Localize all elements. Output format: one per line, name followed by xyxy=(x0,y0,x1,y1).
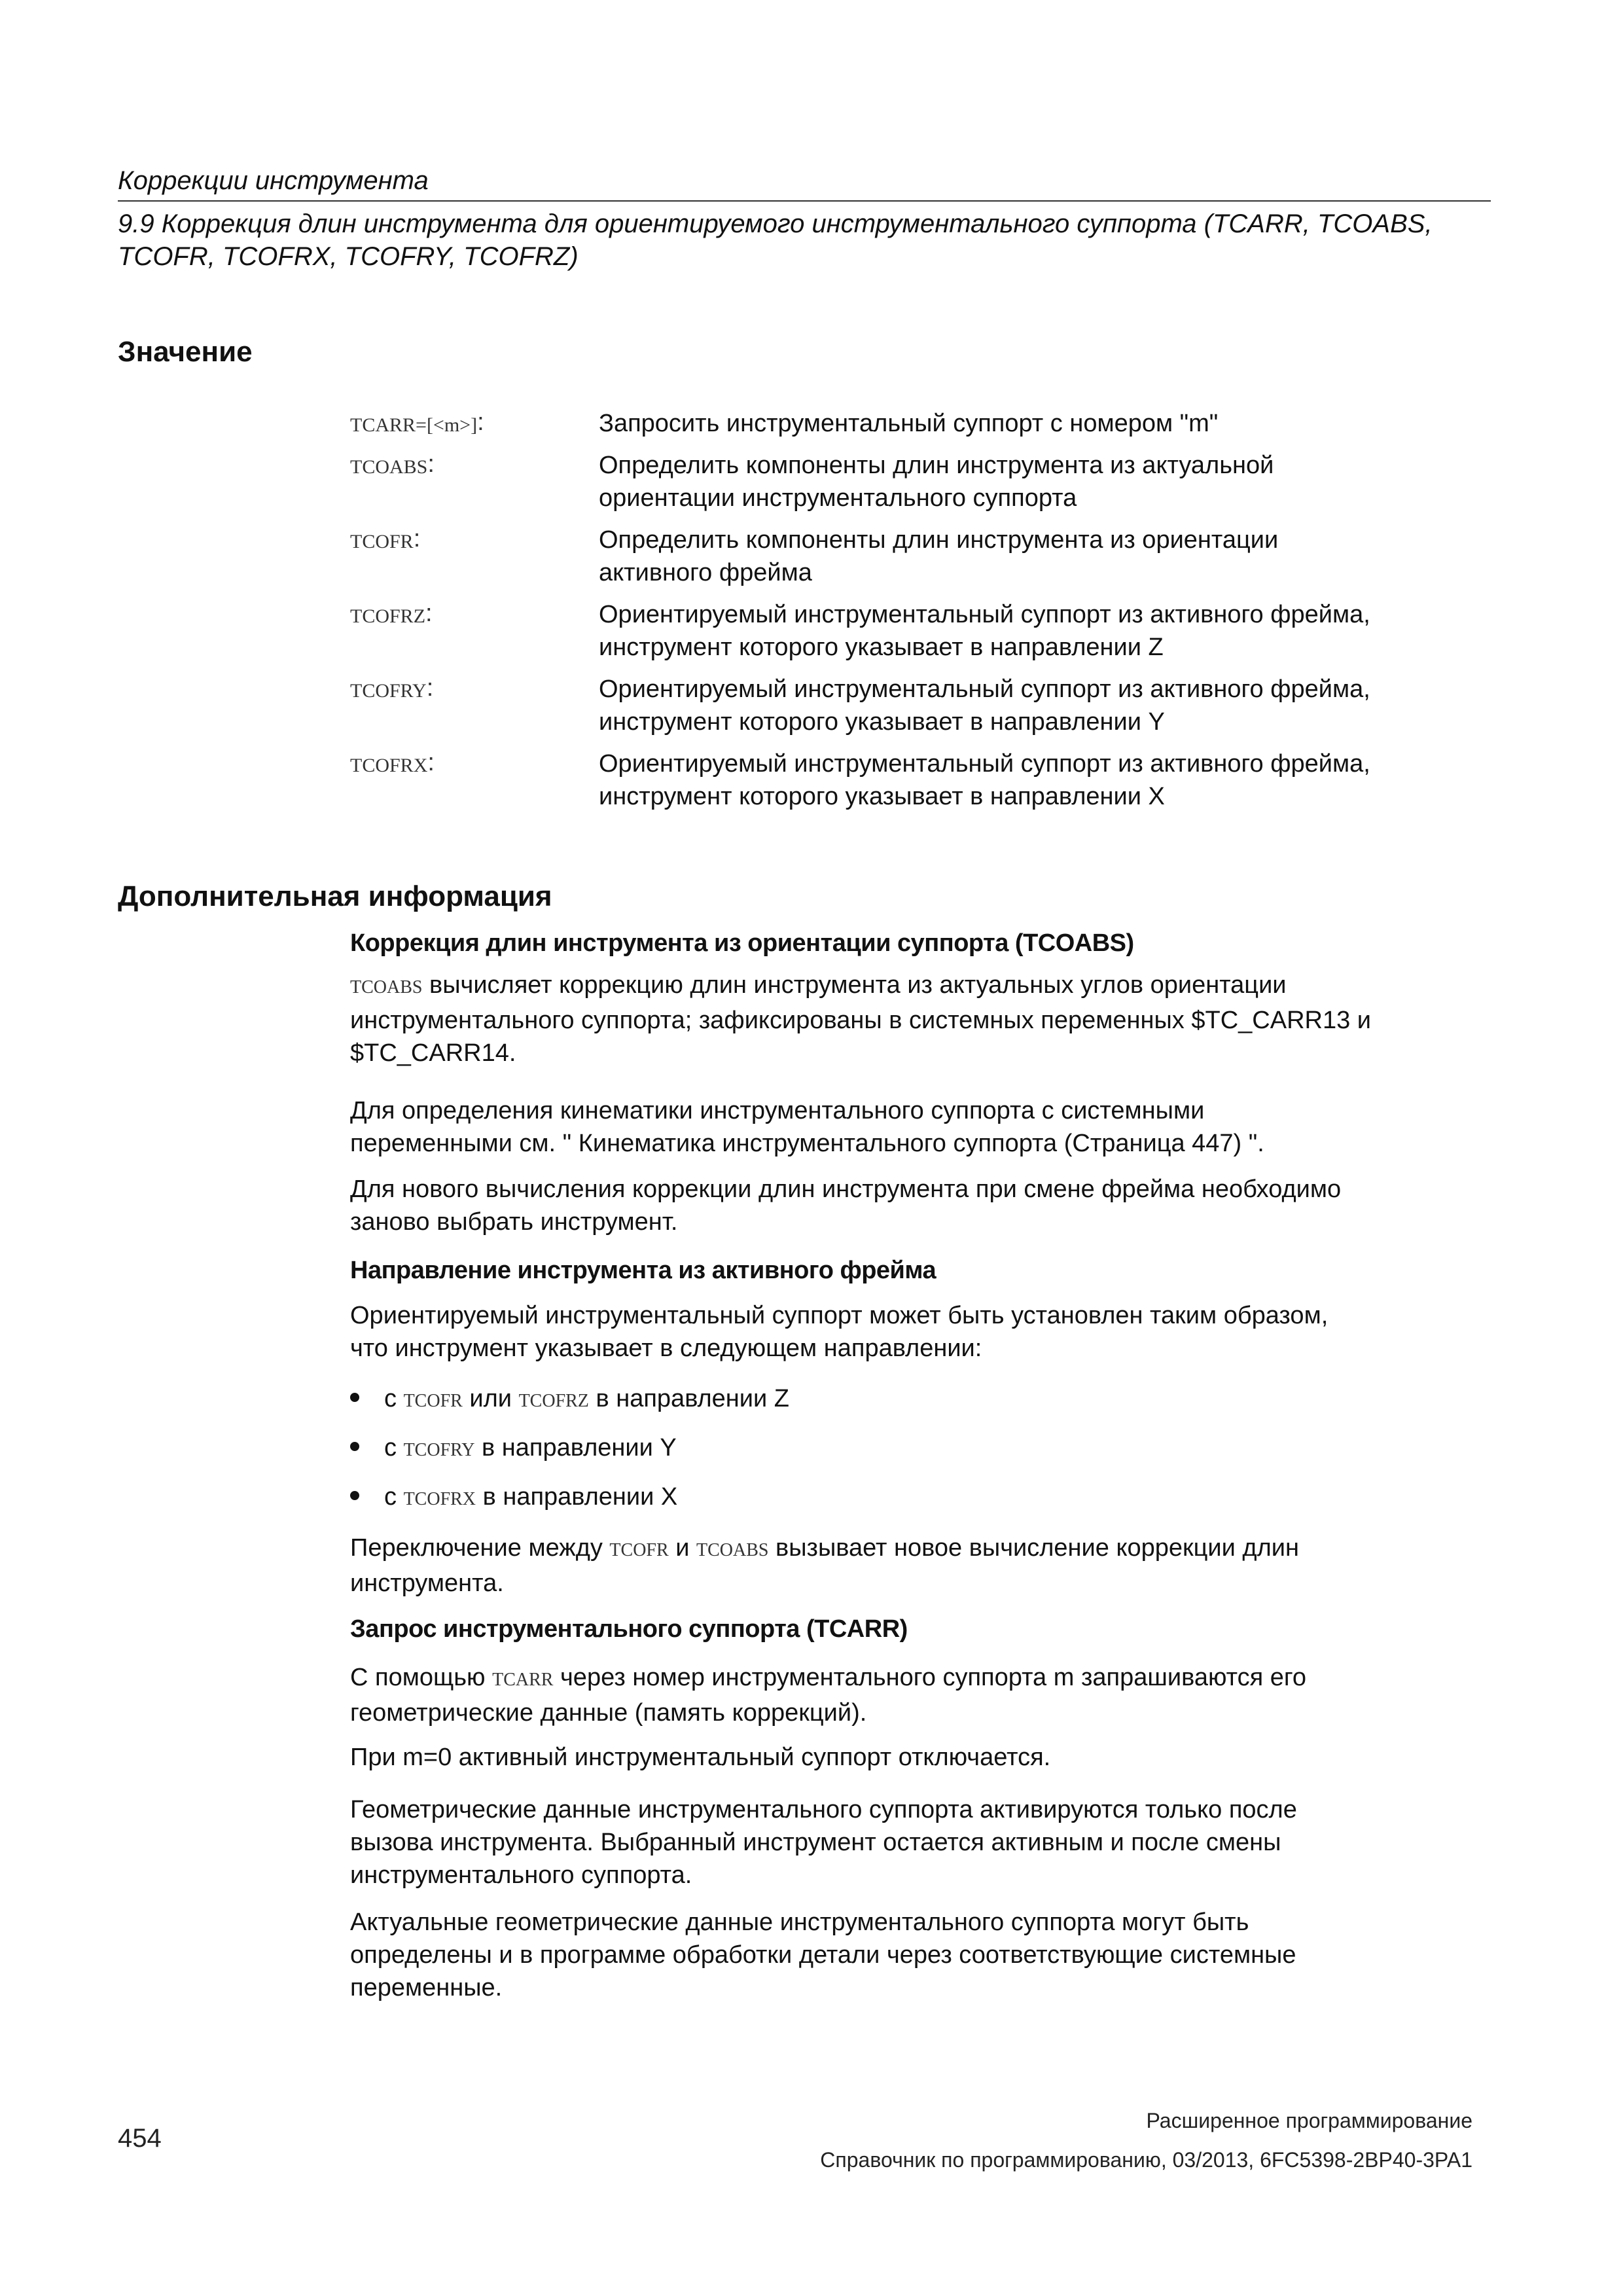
bullet-icon xyxy=(350,1491,359,1500)
tcarr-paragraph-1: С помощью TCARR через номер инструментального суппорта m запрашиваются его геометрические данные (память коррекций). xyxy=(350,1664,1307,1727)
tcarr-paragraph-3: Геометрические данные инструментального суппорта активируются только после вызова инструмента. Выбранный инструмент остается активным и после смены инструментального суппорта. xyxy=(350,1796,1297,1889)
meaning-desc: Запросить инструментальный суппорт с номером "m" xyxy=(599,410,1219,437)
meaning-desc: Ориентируемый инструментальный суппорт из активного фрейма, инструмент которого указывает в направлении Y xyxy=(599,675,1370,736)
section-header-line-1: 9.9 Коррекция длин инструмента для ориентируемого инструментального суппорта (TCARR, TCOABS, xyxy=(118,209,1433,238)
direction-paragraph-1: Ориентируемый инструментальный суппорт может быть установлен таким образом, что инструмент указывает в следующем направлении: xyxy=(350,1302,1329,1362)
meaning-desc: Ориентируемый инструментальный суппорт из активного фрейма, инструмент которого указывает в направлении X xyxy=(599,750,1370,810)
tcoabs-subheading: Коррекция длин инструмента из ориентации суппорта (TCOABS) xyxy=(350,929,1134,957)
chapter-header: Коррекции инструмента xyxy=(118,166,429,195)
meaning-term: TCOFRZ: xyxy=(350,600,433,627)
meaning-desc: Определить компоненты длин инструмента из ориентации активного фрейма xyxy=(599,526,1279,586)
meaning-term: TCOFRY: xyxy=(350,674,434,702)
tcoabs-paragraph-2: Для определения кинематики инструментального суппорта с системными переменными см. " Кинематика инструментального суппорта (Страница 447) ". xyxy=(350,1097,1264,1157)
section-header-line-2: TCOFR, TCOFRX, TCOFRY, TCOFRZ) xyxy=(118,242,579,271)
tcoabs-paragraph-1: TCOABS вычисляет коррекцию длин инструмента из актуальных углов ориентации инструментального суппорта; зафиксированы в системных переменных $TC_CARR13 и $TC_CARR14. xyxy=(350,971,1372,1067)
additional-heading: Дополнительная информация xyxy=(118,880,552,912)
direction-subheading: Направление инструмента из активного фрейма xyxy=(350,1257,936,1284)
tcarr-subheading: Запрос инструментального суппорта (TCARR) xyxy=(350,1615,908,1643)
tcarr-paragraph-4: Актуальные геометрические данные инструментального суппорта могут быть определены и в программе обработки детали через соответствующие системные переменные. xyxy=(350,1909,1296,2001)
footer-reference: Справочник по программированию, 03/2013, 6FC5398-2BP40-3PA1 xyxy=(820,2148,1472,2172)
meaning-desc: Определить компоненты длин инструмента из актуальной ориентации инструментального суппорта xyxy=(599,452,1274,512)
bullet-item: с TCOFRX в направлении X xyxy=(350,1480,677,1516)
header-rule xyxy=(118,200,1491,202)
tcoabs-paragraph-3: Для нового вычисления коррекции длин инструмента при смене фрейма необходимо заново выбрать инструмент. xyxy=(350,1175,1342,1236)
bullet-item: с TCOFR или TCOFRZ в направлении Z xyxy=(350,1382,789,1418)
meaning-term: TCOFR: xyxy=(350,525,421,552)
bullet-icon xyxy=(350,1442,359,1451)
bullet-icon xyxy=(350,1393,359,1402)
meaning-term: TCARR=[<m>]: xyxy=(350,408,484,436)
direction-paragraph-2: Переключение между TCOFR и TCOABS вызывает новое вычисление коррекции длин инструмента. xyxy=(350,1534,1299,1597)
page-number: 454 xyxy=(118,2124,162,2153)
meaning-desc: Ориентируемый инструментальный суппорт из активного фрейма, инструмент которого указывает в направлении Z xyxy=(599,601,1370,661)
meaning-term: TCOFRX: xyxy=(350,749,435,776)
footer-title: Расширенное программирование xyxy=(1146,2109,1472,2132)
bullet-item: с TCOFRY в направлении Y xyxy=(350,1431,677,1467)
meaning-term: TCOABS: xyxy=(350,450,435,478)
tcarr-paragraph-2: При m=0 активный инструментальный суппорт отключается. xyxy=(350,1744,1051,1771)
meaning-heading: Значение xyxy=(118,336,253,368)
